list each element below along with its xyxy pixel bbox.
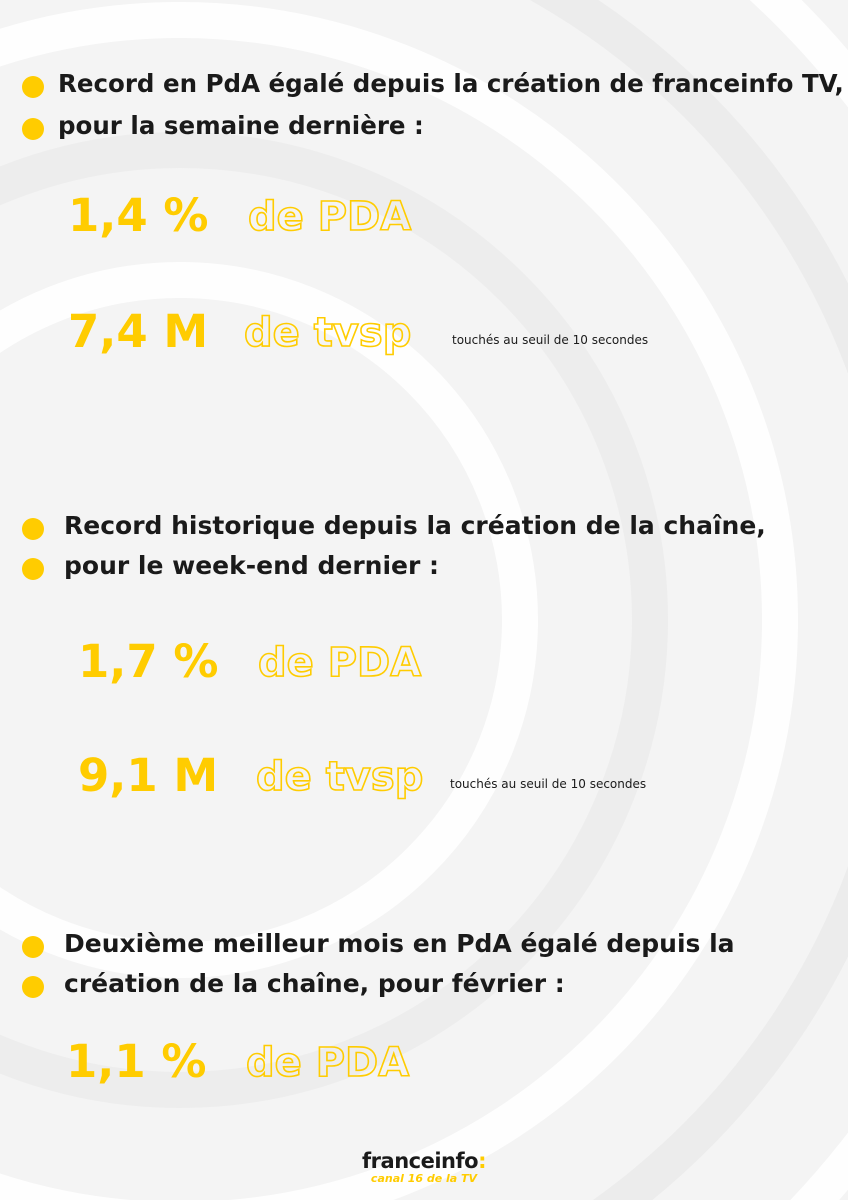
stat-note: touchés au seuil de 10 secondes (452, 333, 649, 347)
stat-note: touchés au seuil de 10 secondes (450, 777, 647, 791)
stat-unit: de PDA (258, 640, 422, 686)
bullet-dot (22, 976, 44, 998)
stat-unit: de tvsp (256, 754, 424, 800)
bullet-dot (22, 76, 44, 98)
logo-brand-text: franceinfo (362, 1149, 479, 1173)
logo-tagline: canal 16 de la TV (370, 1172, 478, 1185)
stat-unit: de PDA (246, 1040, 410, 1086)
headline-text: Record en PdA égalé depuis la création de franceinfo TV, (58, 69, 844, 98)
stat-unit: de tvsp (244, 310, 412, 356)
stat-value: 1,7 % (78, 635, 219, 688)
headline-text: Deuxième meilleur mois en PdA égalé depuis la (64, 929, 735, 958)
franceinfo-logo (0, 1148, 848, 1185)
bullet-dot (22, 558, 44, 580)
stat-value: 1,4 % (68, 189, 209, 242)
logo-wordmark (0, 1148, 848, 1174)
headline-text: création de la chaîne, pour février : (64, 969, 565, 998)
headline-text: Record historique depuis la création de la chaîne, (64, 511, 766, 540)
bullet-dot (22, 518, 44, 540)
bullet-dot (22, 118, 44, 140)
bullet-dot (22, 936, 44, 958)
stat-value: 1,1 % (66, 1035, 207, 1088)
headline-text: pour le week-end dernier : (64, 551, 440, 580)
stat-value: 7,4 M (68, 305, 209, 358)
logo-colon: : (478, 1149, 486, 1173)
stat-unit: de PDA (248, 194, 412, 240)
headline-text: pour la semaine dernière : (58, 111, 424, 140)
stat-value: 9,1 M (78, 749, 219, 802)
